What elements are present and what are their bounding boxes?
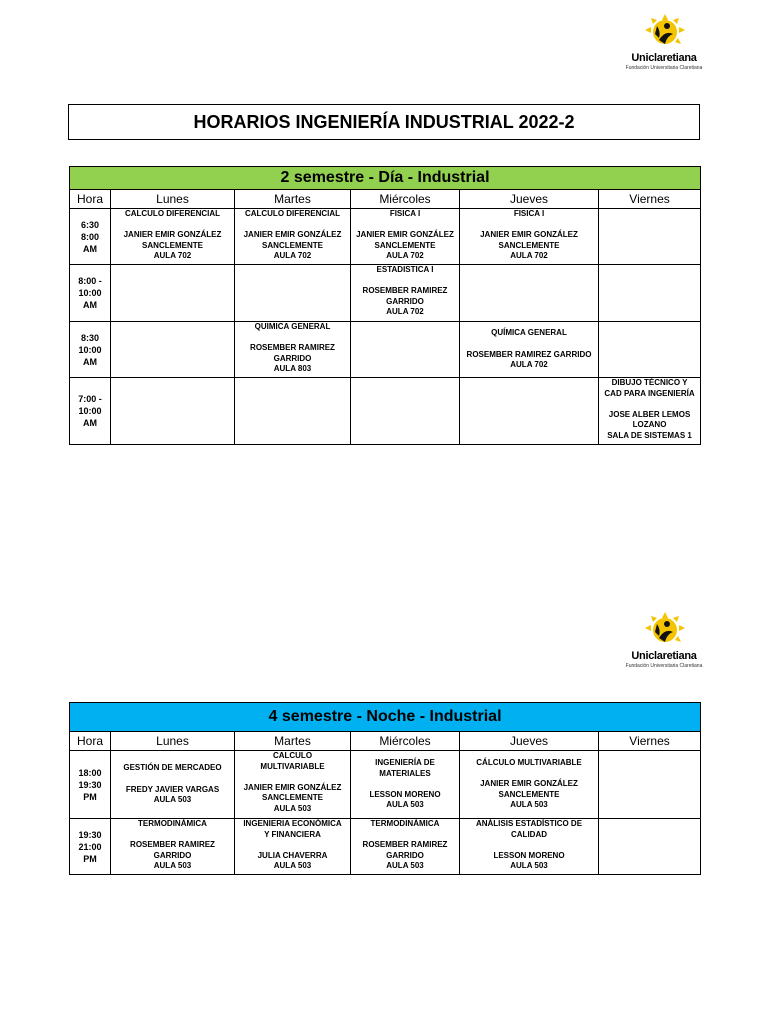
header-martes: Martes	[235, 190, 351, 209]
logo-brand: Uniclaretiana	[631, 52, 697, 64]
class-cell	[235, 265, 351, 322]
header-hora: Hora	[70, 732, 111, 751]
header-lunes: Lunes	[111, 190, 235, 209]
table-row	[70, 751, 701, 819]
class-cell: TERMODINÁMICA ROSEMBER RAMIREZ GARRIDO AULA 503	[111, 819, 235, 875]
logo-subtitle: Fundación Universitaria Claretiana	[625, 663, 703, 669]
class-cell: TERMODINÁMICA ROSEMBER RAMIREZ GARRIDO AULA 503	[351, 819, 460, 875]
schedule-caption: 2 semestre - Día - Industrial	[70, 167, 701, 190]
class-cell	[460, 265, 599, 322]
class-cell: FISICA I JANIER EMIR GONZÁLEZ SANCLEMENTE AULA 702	[351, 209, 460, 265]
class-cell	[599, 265, 701, 322]
class-cell	[599, 209, 701, 265]
class-cell: ANÁLISIS ESTADÍSTICO DE CALIDAD LESSON MORENO AULA 503	[460, 819, 599, 875]
header-miercoles: Miércoles	[351, 190, 460, 209]
table-row	[70, 209, 701, 265]
class-cell	[599, 751, 701, 819]
class-cell: GESTIÓN DE MERCADEO FREDY JAVIER VARGAS AULA 503	[111, 751, 235, 819]
page-title: HORARIOS INGENIERÍA INDUSTRIAL 2022-2	[68, 104, 700, 140]
header-viernes: Viernes	[599, 190, 701, 209]
class-cell: QUIMICA GENERAL ROSEMBER RAMIREZ GARRIDO AULA 803	[235, 322, 351, 378]
uniclaretiana-logo	[619, 610, 709, 672]
header-jueves: Jueves	[460, 732, 599, 751]
class-cell	[599, 322, 701, 378]
sun-logo-icon	[637, 610, 689, 654]
schedule-table-day	[69, 166, 701, 445]
class-cell	[111, 322, 235, 378]
class-cell: CALCULO DIFERENCIAL JANIER EMIR GONZÁLEZ SANCLEMENTE AULA 702	[111, 209, 235, 265]
schedule-table-night	[69, 702, 701, 875]
time-cell: 6:30 8:00 AM	[70, 209, 111, 265]
class-cell: CALCULO DIFERENCIAL JANIER EMIR GONZÁLEZ SANCLEMENTE AULA 702	[235, 209, 351, 265]
class-cell: CALCULO MULTIVARIABLE JANIER EMIR GONZÁLEZ SANCLEMENTE AULA 503	[235, 751, 351, 819]
time-cell: 7:00 - 10:00 AM	[70, 378, 111, 445]
table-row	[70, 322, 701, 378]
header-row	[70, 732, 701, 751]
class-cell	[351, 322, 460, 378]
time-cell: 19:30 21:00 PM	[70, 819, 111, 875]
time-cell: 18:00 19:30 PM	[70, 751, 111, 819]
class-cell	[599, 819, 701, 875]
class-cell	[235, 378, 351, 445]
header-hora: Hora	[70, 190, 111, 209]
header-viernes: Viernes	[599, 732, 701, 751]
header-lunes: Lunes	[111, 732, 235, 751]
logo-brand: Uniclaretiana	[631, 650, 697, 662]
time-cell: 8:00 - 10:00 AM	[70, 265, 111, 322]
header-martes: Martes	[235, 732, 351, 751]
class-cell: INGENIERIA ECONÓMICA Y FINANCIERA JULIA CHAVERRA AULA 503	[235, 819, 351, 875]
class-cell: QUÍMICA GENERAL ROSEMBER RAMIREZ GARRIDO AULA 702	[460, 322, 599, 378]
class-cell: INGENIERÍA DE MATERIALES LESSON MORENO AULA 503	[351, 751, 460, 819]
class-cell: CÁLCULO MULTIVARIABLE JANIER EMIR GONZÁLEZ SANCLEMENTE AULA 503	[460, 751, 599, 819]
table-row	[70, 265, 701, 322]
sun-logo-icon	[637, 12, 689, 56]
uniclaretiana-logo	[619, 12, 709, 74]
class-cell	[111, 378, 235, 445]
class-cell: ESTADISTICA I ROSEMBER RAMIREZ GARRIDO AULA 702	[351, 265, 460, 322]
schedule-caption: 4 semestre - Noche - Industrial	[70, 703, 701, 732]
header-miercoles: Miércoles	[351, 732, 460, 751]
header-row	[70, 190, 701, 209]
class-cell	[351, 378, 460, 445]
table-row	[70, 819, 701, 875]
class-cell	[111, 265, 235, 322]
class-cell: FISICA I JANIER EMIR GONZÁLEZ SANCLEMENTE AULA 702	[460, 209, 599, 265]
header-jueves: Jueves	[460, 190, 599, 209]
table-row	[70, 378, 701, 445]
class-cell	[460, 378, 599, 445]
time-cell: 8:30 10:00 AM	[70, 322, 111, 378]
logo-subtitle: Fundación Universitaria Claretiana	[625, 65, 703, 71]
class-cell: DIBUJO TÉCNICO Y CAD PARA INGENIERÍA JOSE ALBER LEMOS LOZANO SALA DE SISTEMAS 1	[599, 378, 701, 445]
